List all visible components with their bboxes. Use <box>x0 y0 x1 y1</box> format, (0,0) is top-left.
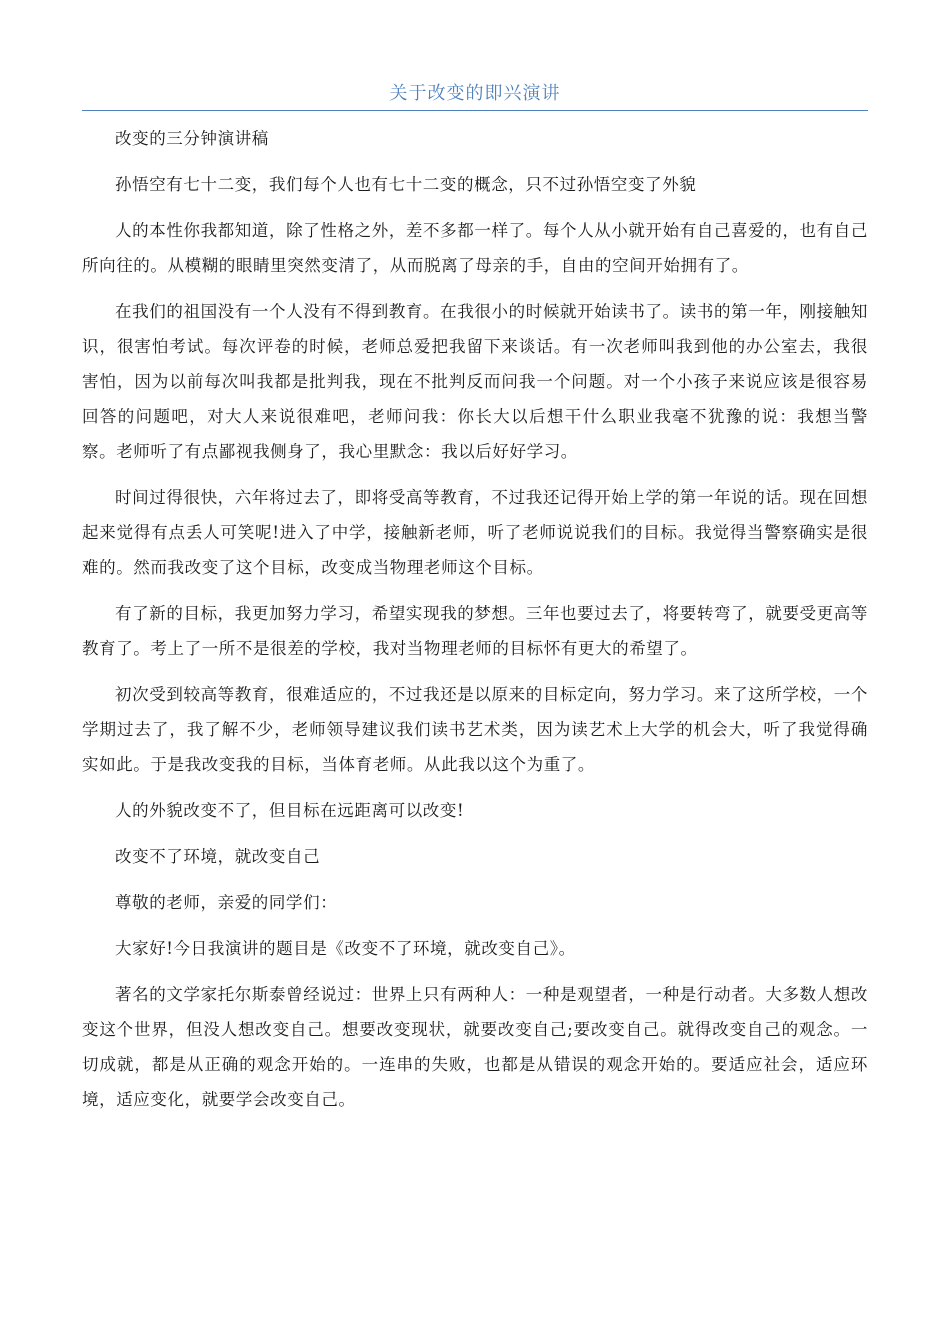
document-body <box>82 121 868 1128</box>
paragraph: 人的外貌改变不了，但目标在远距离可以改变! <box>115 801 465 820</box>
paragraph: 人的本性你我都知道，除了性格之外，差不多都一样了。每个人从小就开始有自己喜爱的，也有自己所向往的。从模糊的眼睛里突然变清了，从而脱离了母亲的手，自由的空间开始拥有了。 <box>82 221 868 275</box>
paragraph: 初次受到较高等教育，很难适应的，不过我还是以原来的目标定向，努力学习。来了这所学校，一个学期过去了，我了解不少，老师领导建议我们读书艺术类，因为读艺术上大学的机会大，听了我觉得确实如此。于是我改变我的目标，当体育老师。从此我以这个为重了。 <box>82 685 868 774</box>
paragraph: 孙悟空有七十二变，我们每个人也有七十二变的概念，只不过孙悟空变了外貌 <box>115 175 697 194</box>
paragraph: 改变不了环境，就改变自己 <box>115 847 321 866</box>
paragraph: 著名的文学家托尔斯泰曾经说过：世界上只有两种人：一种是观望者，一种是行动者。大多数人想改变这个世界，但没人想改变自己。想要改变现状，就要改变自己;要改变自己。就得改变自己的观念。一切成就，都是从正确的观念开始的。一连串的失败，也都是从错误的观念开始的。要适应社会，适应环境，适应变化，就要学会改变自己。 <box>82 985 868 1109</box>
page-header <box>82 80 868 111</box>
paragraph: 大家好!今日我演讲的题目是《改变不了环境，就改变自己》。 <box>115 939 576 958</box>
paragraph: 在我们的祖国没有一个人没有不得到教育。在我很小的时候就开始读书了。读书的第一年，刚接触知识，很害怕考试。每次评卷的时候，老师总爱把我留下来谈话。有一次老师叫我到他的办公室去，我很害怕，因为以前每次叫我都是批判我，现在不批判反而问我一个问题。对一个小孩子来说应该是很容易回答的问题吧，对大人来说很难吧，老师问我：你长大以后想干什么职业我毫不犹豫的说：我想当警察。老师听了有点鄙视我侧身了，我心里默念：我以后好好学习。 <box>82 302 868 461</box>
paragraph: 尊敬的老师，亲爱的同学们： <box>115 893 338 912</box>
paragraph: 改变的三分钟演讲稿 <box>115 129 269 148</box>
paragraph: 有了新的目标，我更加努力学习，希望实现我的梦想。三年也要过去了，将要转弯了，就要受更高等教育了。考上了一所不是很差的学校，我对当物理老师的目标怀有更大的希望了。 <box>82 604 868 658</box>
header-title: 关于改变的即兴演讲 <box>389 83 561 104</box>
paragraph: 时间过得很快，六年将过去了，即将受高等教育，不过我还记得开始上学的第一年说的话。现在回想起来觉得有点丢人可笑呢!进入了中学，接触新老师，听了老师说说我们的目标。我觉得当警察确实是很难的。然而我改变了这个目标，改变成当物理老师这个目标。 <box>82 488 868 577</box>
